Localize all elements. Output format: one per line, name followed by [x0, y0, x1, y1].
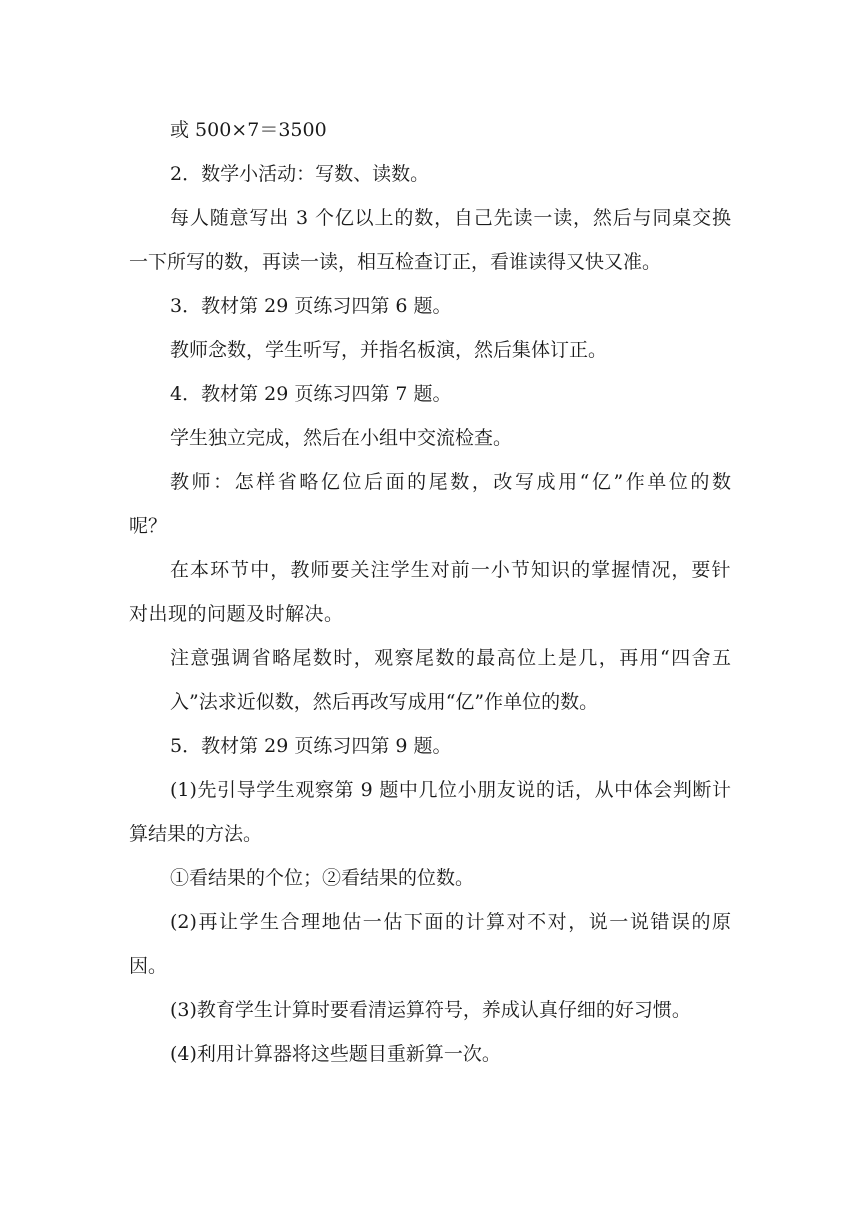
text-line: 4．教材第 29 页练习四第 7 题。: [170, 383, 452, 405]
text-line: (1)先引导学生观察第 9 题中几位小朋友说的话，从中体会判断计: [170, 779, 731, 801]
text-line: (2)再让学生合理地估一估下面的计算对不对，说一说错误的原: [170, 911, 731, 933]
text-line: 教师：怎样省略亿位后面的尾数，改写成用“亿”作单位的数: [170, 471, 731, 493]
text-line: 教师念数，学生听写，并指名板演，然后集体订正。: [170, 339, 608, 361]
text-line: 算结果的方法。: [129, 823, 263, 845]
text-line: 2．数学小活动：写数、读数。: [170, 163, 430, 185]
text-line: ①看结果的个位；②看结果的位数。: [170, 867, 475, 889]
text-line: 学生独立完成，然后在小组中交流检查。: [170, 427, 513, 449]
text-line: 注意强调省略尾数时，观察尾数的最高位上是几，再用“四舍五: [170, 647, 731, 669]
text-line: 5．教材第 29 页练习四第 9 题。: [170, 735, 452, 757]
text-line: 或 500×7＝3500: [170, 119, 327, 141]
text-line: 一下所写的数，再读一读，相互检查订正，看谁读得又快又准。: [129, 251, 662, 273]
text-line: 3．教材第 29 页练习四第 6 题。: [170, 295, 452, 317]
text-line: 呢？: [129, 515, 168, 537]
text-line: (3)教育学生计算时要看清运算符号，养成认真仔细的好习惯。: [170, 999, 691, 1021]
text-line: 对出现的问题及时解决。: [129, 603, 344, 625]
text-line: 因。: [129, 955, 168, 977]
document-body: [129, 108, 731, 1076]
text-line: 每人随意写出 3 个亿以上的数，自己先读一读，然后与同桌交换: [170, 207, 731, 229]
text-line: (4)利用计算器将这些题目重新算一次。: [170, 1043, 501, 1065]
text-line: 在本环节中，教师要关注学生对前一小节知识的掌握情况，要针: [170, 559, 731, 581]
text-line: 入”法求近似数，然后再改写成用“亿”作单位的数。: [170, 691, 599, 713]
